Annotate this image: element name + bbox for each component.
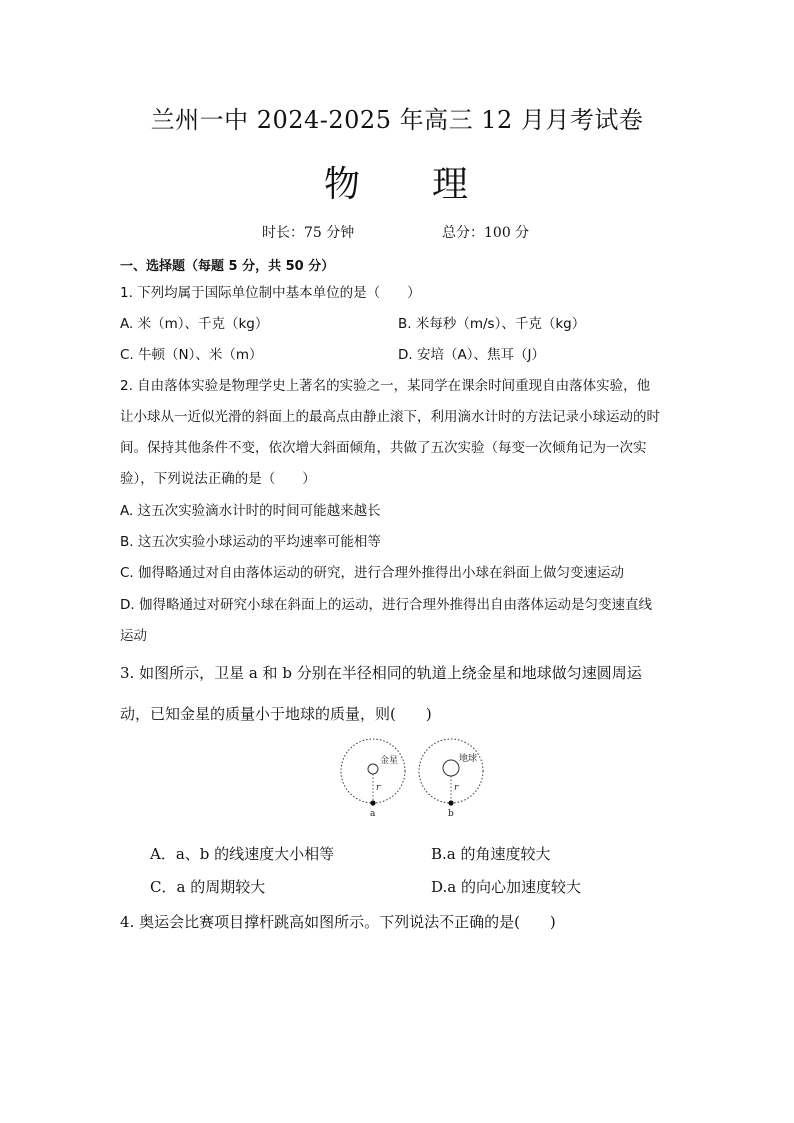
radius-label-left: r bbox=[376, 783, 381, 793]
q1-option-a: A. 米（m）、千克（kg） bbox=[120, 316, 269, 332]
q2-option-d-line2: 运动 bbox=[120, 628, 147, 644]
radius-label-right: r bbox=[454, 783, 459, 793]
subject-char-1: 物 bbox=[323, 164, 362, 205]
q1-option-b: B. 米每秒（m/s）、千克（kg） bbox=[398, 316, 586, 332]
satellite-b-label: b bbox=[448, 809, 454, 819]
section-heading: 一、选择题（每题 5 分，共 50 分） bbox=[120, 259, 335, 274]
satellite-a-label: a bbox=[370, 809, 376, 819]
q1-stem: 1. 下列均属于国际单位制中基本单位的是（ ） bbox=[120, 285, 421, 301]
q3-option-a: A．a、b 的线速度大小相等 bbox=[150, 845, 335, 863]
q2-option-d-line1: D. 伽得略通过对研究小球在斜面上的运动，进行合理外推得出自由落体运动是匀变速直线 bbox=[120, 597, 652, 613]
satellite-a-icon bbox=[370, 800, 375, 805]
subject-title bbox=[0, 156, 794, 207]
q4-stem: 4. 奥运会比赛项目撑杆跳高如图所示。下列说法不正确的是( ) bbox=[120, 913, 556, 931]
q2-option-a: A. 这五次实验滴水计时的时间可能越来越长 bbox=[120, 503, 381, 519]
q1-option-c: C. 牛顿（N）、米（m） bbox=[120, 347, 263, 363]
exam-title: 兰州一中 2024-2025 年高三 12 月月考试卷 bbox=[150, 106, 644, 134]
satellite-b-icon bbox=[448, 800, 453, 805]
q3-stem-line1: 3. 如图所示，卫星 a 和 b 分别在半径相同的轨道上绕金星和地球做匀速圆周运 bbox=[120, 664, 642, 682]
orbit-figure bbox=[335, 735, 485, 825]
q2-stem-line2: 让小球从一近似光滑的斜面上的最高点由静止滚下，利用滴水计时的方法记录小球运动的时 bbox=[120, 409, 660, 425]
venus-label: 金星 bbox=[380, 756, 399, 766]
q2-option-b: B. 这五次实验小球运动的平均速率可能相等 bbox=[120, 534, 381, 550]
q2-stem-line3: 间。保持其他条件不变，依次增大斜面倾角，共做了五次实验（每变一次倾角记为一次实 bbox=[120, 440, 647, 456]
q3-option-c: C．a 的周期较大 bbox=[150, 878, 266, 896]
q2-stem-line1: 2. 自由落体实验是物理学史上著名的实验之一，某同学在课余时间重现自由落体实验，他 bbox=[120, 378, 651, 394]
earth-planet-icon bbox=[443, 760, 459, 776]
earth-label: 地球 bbox=[459, 754, 478, 764]
exam-total-score: 总分：100 分 bbox=[442, 225, 530, 241]
venus-planet-icon bbox=[368, 764, 378, 774]
subject-char-2: 理 bbox=[432, 164, 471, 205]
q2-option-c: C. 伽得略通过对自由落体运动的研究，进行合理外推得出小球在斜面上做匀变速运动 bbox=[120, 565, 625, 581]
q3-option-d: D.a 的向心加速度较大 bbox=[431, 878, 581, 896]
q3-option-b: B.a 的角速度较大 bbox=[431, 845, 551, 863]
q1-option-d: D. 安培（A）、焦耳（J） bbox=[398, 347, 545, 363]
q2-stem-line4: 验），下列说法正确的是（ ） bbox=[120, 471, 316, 487]
orbit-diagram bbox=[335, 735, 485, 825]
exam-duration: 时长：75 分钟 bbox=[262, 225, 355, 241]
q3-stem-line2: 动，已知金星的质量小于地球的质量，则( ) bbox=[120, 705, 432, 723]
